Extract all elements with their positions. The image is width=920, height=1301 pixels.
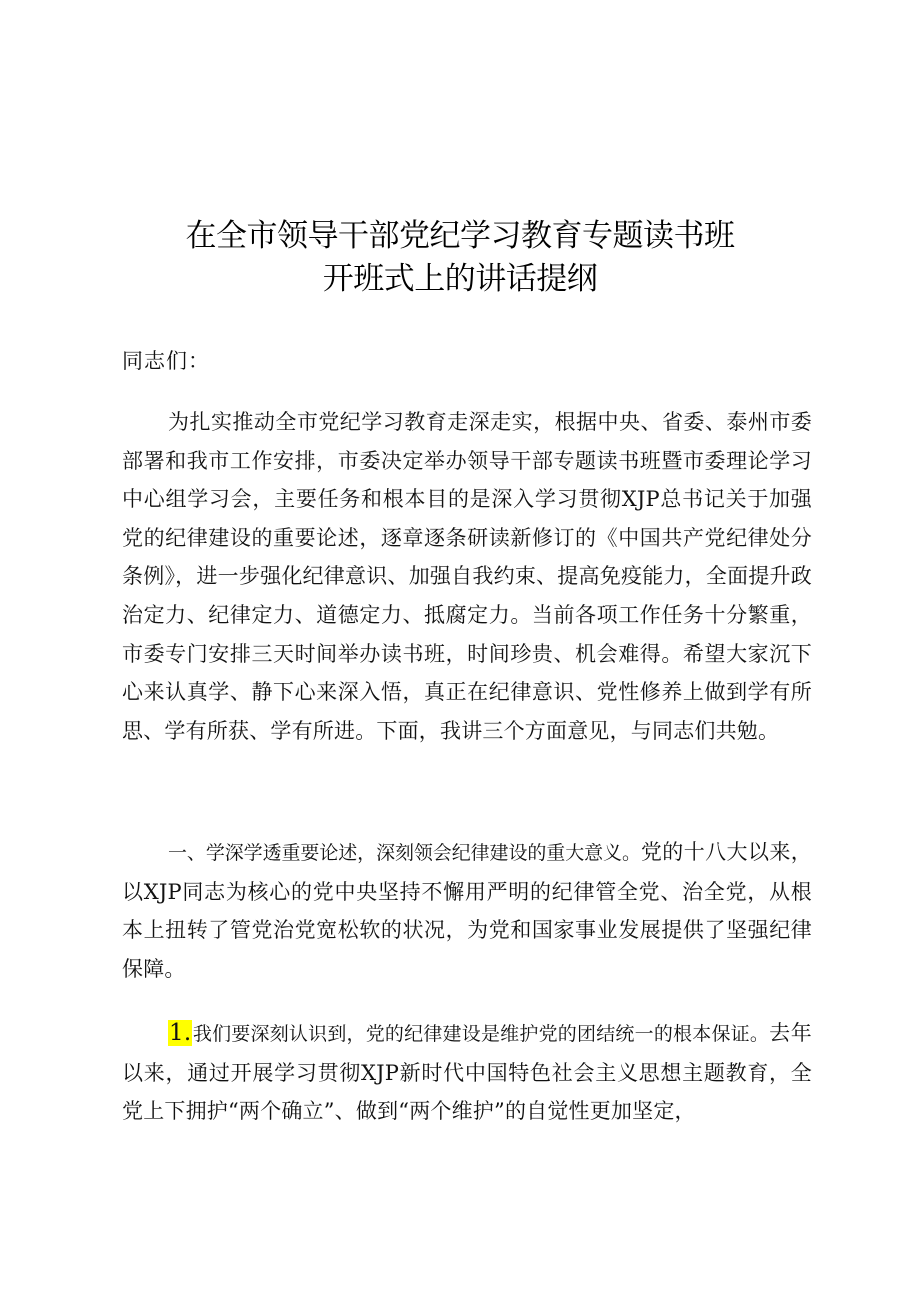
intro-paragraph bbox=[122, 403, 812, 750]
section-1-body: 党的十八大以来，以XJP同志为核心的党中央坚持不懈用严明的纪律管全党、治全党，从根本上扭转了管党治党宽松软的状况，为党和国家事业发展提供了坚强纪律保障。 bbox=[122, 840, 812, 981]
point-1-heading: 我们要深刻认识到，党的纪律建设是维护党的团结统一的根本保证。 bbox=[192, 1023, 770, 1045]
point-1-body: 去年以来，通过开展学习贯彻XJP新时代中国特色社会主义思想主题教育，全党上下拥护“两个确立”、做到“两个维护”的自觉性更加坚定， bbox=[122, 1021, 812, 1124]
document-title-line-1: 在全市领导干部党纪学习教育专题读书班 bbox=[185, 218, 735, 254]
intro-paragraph-text: 为扎实推动全市党纪学习教育走深走实，根据中央、省委、泰州市委部署和我市工作安排，市委决定举办领导干部专题读书班暨市委理论学习中心组学习会，主要任务和根本目的是深入学习贯彻XJP总书记关于加强党的纪律建设的重要论述，逐章逐条研读新修订的《中国共产党纪律处分条例》，进一步强化纪律意识、加强自我约束、提高免疫能力，全面提升政治定力、纪律定力、道德定力、抵腐定力。当前各项工作任务十分繁重，市委专门安排三天时间举办读书班，时间珍贵、机会难得。希望大家沉下心来认真学、静下心来深入悟，真正在纪律意识、党性修养上做到学有所思、学有所获、学有所进。下面，我讲三个方面意见，与同志们共勉。 bbox=[122, 410, 812, 743]
document-title-line-2: 开班式上的讲话提纲 bbox=[322, 261, 598, 297]
salutation: 同志们： bbox=[122, 349, 210, 373]
point-1-paragraph bbox=[122, 1014, 812, 1131]
section-1-heading: 一、学深学透重要论述，深刻领会纪律建设的重大意义。 bbox=[168, 842, 641, 864]
section-1-paragraph bbox=[122, 833, 812, 988]
point-1-number-highlight: 1. bbox=[169, 1020, 192, 1046]
